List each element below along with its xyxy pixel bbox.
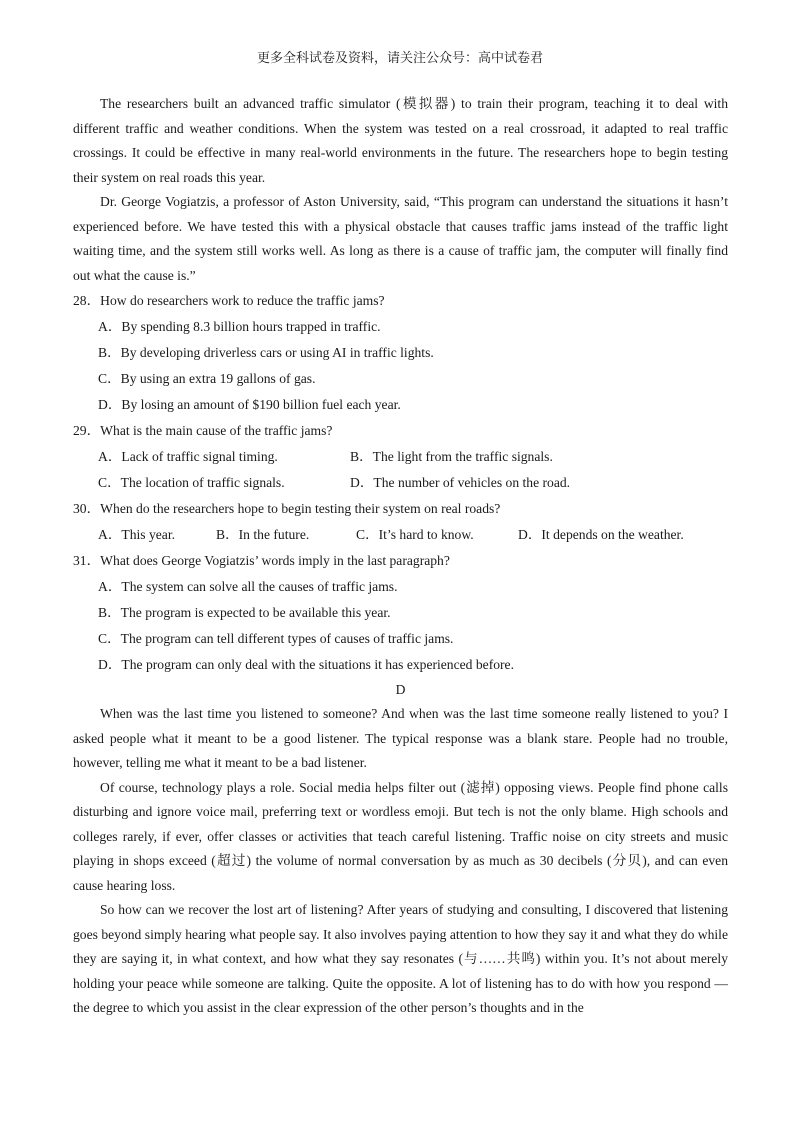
question-stem: 30．When do the researchers hope to begin testing their system on real roads? <box>73 501 501 516</box>
option-d: D．It depends on the weather. <box>518 527 684 542</box>
question-28 <box>73 288 728 418</box>
option-d: D．The program can only deal with the situations it has experienced before. <box>98 657 514 672</box>
option-c: C．The program can tell different types of causes of traffic jams. <box>98 631 454 646</box>
passage-d-paragraph: When was the last time you listened to someone? And when was the last time someone really listened to you? I asked people what it meant to be a good listener. The typical response was a blank stare. People had no trouble, however, telling me what it meant to be a bad listener. <box>73 706 728 770</box>
option-list <box>73 314 728 418</box>
option-c: C．By using an extra 19 gallons of gas. <box>98 371 316 386</box>
option-b: B．By developing driverless cars or using AI in traffic lights. <box>98 345 434 360</box>
option-d: D．The number of vehicles on the road. <box>350 475 571 490</box>
question-stem: 29．What is the main cause of the traffic jams? <box>73 423 333 438</box>
option-a: A．Lack of traffic signal timing. <box>98 449 278 464</box>
option-c: C．The location of traffic signals. <box>98 475 285 490</box>
option-a: A．The system can solve all the causes of traffic jams. <box>98 579 398 594</box>
question-29 <box>73 418 728 496</box>
option-a: A．This year. <box>98 527 176 542</box>
passage-d-title: D <box>395 682 406 697</box>
question-stem: 28．How do researchers work to reduce the traffic jams? <box>73 293 385 308</box>
passage-d-paragraph: Of course, technology plays a role. Social media helps filter out (滤掉) opposing views. People find phone calls disturbing and ignore voice mail, preferring text or wordless emoji. But tech is not the only blame. High schools and colleges rarely, if ever, offer classes or activities that teach careful listening. Traffic noise on city streets and music playing in shops exceed (超过) the volume of normal conversation by as much as 30 decibels (分贝), and can even cause hearing loss. <box>73 779 728 893</box>
exam-content <box>73 92 728 1021</box>
question-31 <box>73 548 728 678</box>
page-header: 更多全科试卷及资料，请关注公众号：高中试卷君 <box>256 50 543 65</box>
option-c: C．It’s hard to know. <box>356 527 474 542</box>
question-30 <box>73 496 728 548</box>
question-stem: 31．What does George Vogiatzis’ words imply in the last paragraph? <box>73 553 450 568</box>
option-d: D．By losing an amount of $190 billion fuel each year. <box>98 397 401 412</box>
option-row <box>73 444 728 470</box>
option-a: A．By spending 8.3 billion hours trapped in traffic. <box>98 319 381 334</box>
passage-d-paragraph: So how can we recover the lost art of listening? After years of studying and consulting, I discovered that listening goes beyond simply hearing what people say. It also involves paying attention to how they say it and what they do while they are saying it, in what context, and how what they say resonates (与……共鸣) within you. It’s not about merely holding your peace while someone are talking. Quite the opposite. A lot of listening has to do with how you respond — the degree to which you assist in the clear expression of the other person’s thoughts and in the <box>73 902 728 1015</box>
option-b: B．The light from the traffic signals. <box>350 449 553 464</box>
option-row <box>73 522 728 548</box>
option-b: B．The program is expected to be available this year. <box>98 605 391 620</box>
option-row <box>73 470 728 496</box>
option-b: B．In the future. <box>216 527 310 542</box>
option-list <box>73 574 728 678</box>
passage-c-paragraph: Dr. George Vogiatzis, a professor of Aston University, said, “This program can understand the situations it hasn’t experienced before. We have tested this with a physical obstacle that causes traffic jams instead of the traffic light waiting time, and the system still works well. As long as there is a cause of traffic jam, the computer will finally find out what the cause is.” <box>73 194 728 283</box>
passage-c-paragraph: The researchers built an advanced traffic simulator (模拟器) to train their program, teaching it to deal with different traffic and weather conditions. When the system was tested on a real crossroad, it adapted to real traffic crossings. It could be effective in many real-world environments in the future. The researchers hope to begin testing their system on real roads this year. <box>73 96 728 185</box>
